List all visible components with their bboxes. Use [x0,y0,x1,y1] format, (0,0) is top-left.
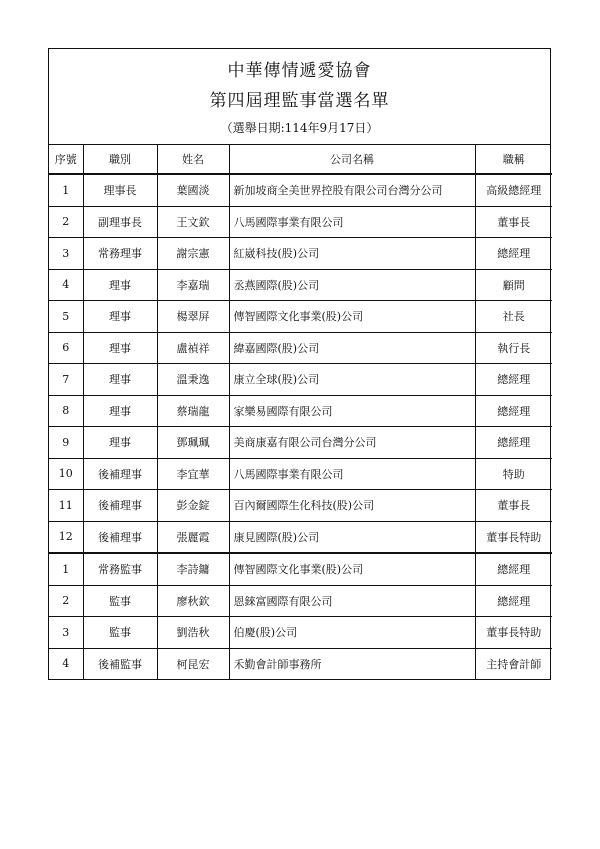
cell-name: 鄧珮珮 [157,427,229,459]
column-header-role: 職別 [83,145,157,174]
cell-role: 理事長 [83,174,157,206]
cell-company: 百內爾國際生化科技(股)公司 [229,490,475,522]
cell-company: 美商康嘉有限公司台灣分公司 [229,427,475,459]
cell-no: 7 [49,364,83,396]
cell-company: 丞燕國際(股)公司 [229,269,475,301]
cell-title: 董事長特助 [475,521,552,553]
cell-no: 5 [49,301,83,333]
cell-no: 11 [49,490,83,522]
cell-title: 董事長 [475,206,552,238]
cell-name: 葉國淡 [157,174,229,206]
cell-name: 劉浩秋 [157,617,229,649]
cell-title: 董事長 [475,490,552,522]
cell-role: 後補理事 [83,521,157,553]
cell-name: 溫秉逸 [157,364,229,396]
cell-name: 柯昆宏 [157,648,229,679]
table-row [49,395,552,427]
table-header-row [49,145,552,174]
cell-no: 4 [49,648,83,679]
cell-name: 謝宗憲 [157,238,229,270]
association-title: 中華傳情遞愛協會 [227,61,372,81]
cell-company: 傳智國際文化事業(股)公司 [229,301,475,333]
cell-no: 9 [49,427,83,459]
table-row [49,301,552,333]
cell-company: 伯慶(股)公司 [229,617,475,649]
cell-no: 1 [49,553,83,585]
cell-no: 4 [49,269,83,301]
column-header-no: 序號 [49,145,83,174]
cell-title: 總經理 [475,395,552,427]
cell-title: 特助 [475,458,552,490]
cell-company: 禾勤會計師事務所 [229,648,475,679]
cell-title: 總經理 [475,238,552,270]
cell-title: 總經理 [475,585,552,617]
cell-company: 緯嘉國際(股)公司 [229,332,475,364]
cell-no: 1 [49,174,83,206]
cell-no: 10 [49,458,83,490]
list-subtitle: 第四屆理監事當選名單 [209,91,390,111]
cell-company: 紅崴科技(股)公司 [229,238,475,270]
table-row [49,269,552,301]
table-row [49,648,552,679]
cell-title: 總經理 [475,553,552,585]
cell-title: 高級總經理 [475,174,552,206]
table-row [49,553,552,585]
cell-company: 家樂易國際有限公司 [229,395,475,427]
table-row [49,490,552,522]
table-row [49,364,552,396]
cell-role: 理事 [83,427,157,459]
table-row [49,458,552,490]
table-row [49,238,552,270]
cell-name: 盧禎祥 [157,332,229,364]
cell-role: 常務理事 [83,238,157,270]
cell-no: 3 [49,617,83,649]
member-table [49,145,552,679]
cell-company: 康見國際(股)公司 [229,521,475,553]
cell-name: 彭金錠 [157,490,229,522]
document-header [49,49,550,145]
cell-no: 8 [49,395,83,427]
table-body [49,174,552,679]
cell-name: 王文欽 [157,206,229,238]
cell-role: 後補理事 [83,458,157,490]
cell-no: 2 [49,585,83,617]
cell-role: 後補理事 [83,490,157,522]
cell-name: 張麗霞 [157,521,229,553]
table-row [49,617,552,649]
cell-title: 董事長特助 [475,617,552,649]
cell-role: 監事 [83,617,157,649]
cell-role: 理事 [83,332,157,364]
cell-name: 楊翠屏 [157,301,229,333]
cell-role: 副理事長 [83,206,157,238]
cell-name: 李宜華 [157,458,229,490]
cell-no: 2 [49,206,83,238]
cell-company: 恩錸富國際有限公司 [229,585,475,617]
cell-company: 康立全球(股)公司 [229,364,475,396]
cell-company: 新加坡商全美世界控股有限公司台灣分公司 [229,174,475,206]
table-row [49,585,552,617]
table-row [49,427,552,459]
cell-title: 執行長 [475,332,552,364]
cell-title: 主持會計師 [475,648,552,679]
column-header-title: 職稱 [475,145,552,174]
column-header-company: 公司名稱 [229,145,475,174]
cell-title: 顧問 [475,269,552,301]
cell-role: 理事 [83,364,157,396]
cell-role: 監事 [83,585,157,617]
cell-role: 後補監事 [83,648,157,679]
table-row [49,174,552,206]
member-list-sheet [48,48,551,680]
cell-title: 社長 [475,301,552,333]
cell-no: 6 [49,332,83,364]
cell-role: 理事 [83,301,157,333]
cell-company: 傳智國際文化事業(股)公司 [229,553,475,585]
cell-role: 理事 [83,395,157,427]
column-header-name: 姓名 [157,145,229,174]
cell-company: 八馬國際事業有限公司 [229,206,475,238]
cell-title: 總經理 [475,364,552,396]
cell-name: 李詩鏞 [157,553,229,585]
cell-name: 李嘉瑞 [157,269,229,301]
cell-no: 3 [49,238,83,270]
cell-company: 八馬國際事業有限公司 [229,458,475,490]
table-row [49,332,552,364]
cell-no: 12 [49,521,83,553]
cell-role: 理事 [83,269,157,301]
election-date: （選舉日期:114年9月17日） [220,121,379,135]
cell-role: 常務監事 [83,553,157,585]
table-row [49,206,552,238]
cell-title: 總經理 [475,427,552,459]
cell-name: 廖秋欽 [157,585,229,617]
cell-name: 蔡瑞龍 [157,395,229,427]
table-row [49,521,552,553]
